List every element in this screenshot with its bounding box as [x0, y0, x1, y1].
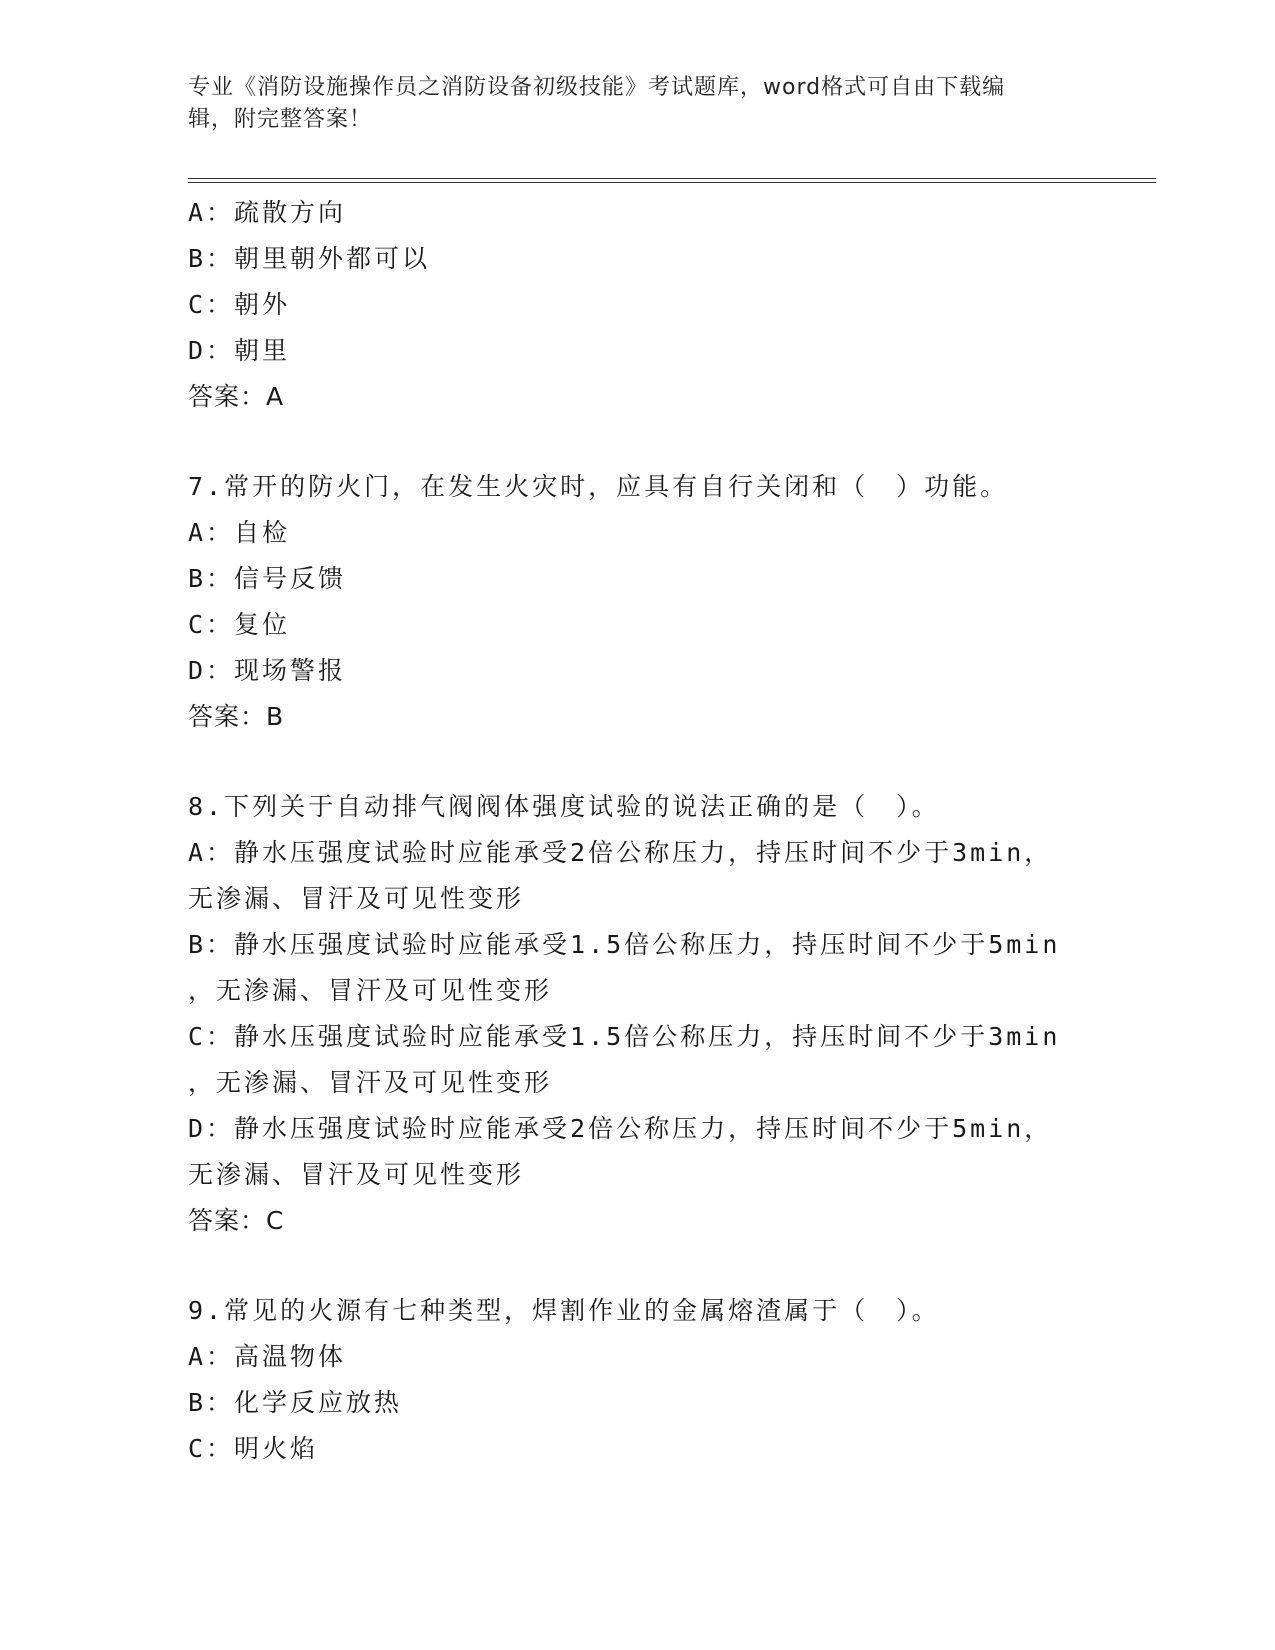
question-block-6: [188, 190, 1088, 420]
option-c-line-2: ，无渗漏、冒汗及可见性变形: [188, 1068, 553, 1097]
spacer: [188, 740, 1088, 784]
question-block-8: [188, 784, 1088, 1244]
header-line-1: 专业《消防设施操作员之消防设备初级技能》考试题库，word格式可自由下载编: [188, 75, 1006, 100]
option-a-line-2: 无渗漏、冒汗及可见性变形: [188, 884, 525, 913]
question-stem: 9.常见的火源有七种类型，焊割作业的金属熔渣属于（ ）。: [188, 1296, 940, 1325]
page-header: [188, 72, 1088, 136]
option-d-line-2: 无渗漏、冒汗及可见性变形: [188, 1160, 525, 1189]
option-b: B：化学反应放热: [188, 1388, 403, 1417]
option-d-line-1: D：静水压强度试验时应能承受2倍公称压力，持压时间不少于5min，: [188, 1114, 1053, 1143]
option-c: C：明火焰: [188, 1434, 319, 1463]
document-body: [188, 190, 1088, 1472]
option-c-line-1: C：静水压强度试验时应能承受1.5倍公称压力，持压时间不少于3min: [188, 1022, 1061, 1051]
question-stem: 8.下列关于自动排气阀阀体强度试验的说法正确的是（ ）。: [188, 792, 940, 821]
header-line-2: 辑，附完整答案！: [188, 107, 373, 132]
question-stem: 7.常开的防火门，在发生火灾时，应具有自行关闭和（ ）功能。: [188, 472, 1009, 501]
option-d: D：现场警报: [188, 656, 347, 685]
spacer: [188, 420, 1088, 464]
option-b: B：信号反馈: [188, 564, 347, 593]
option-c: C：复位: [188, 610, 291, 639]
option-b: B：朝里朝外都可以: [188, 244, 431, 273]
answer-label: 答案：C: [188, 1206, 285, 1235]
option-c: C：朝外: [188, 290, 291, 319]
option-b-line-2: ，无渗漏、冒汗及可见性变形: [188, 976, 553, 1005]
option-b-line-1: B：静水压强度试验时应能承受1.5倍公称压力，持压时间不少于5min: [188, 930, 1061, 959]
option-a: A：高温物体: [188, 1342, 347, 1371]
option-a: A：疏散方向: [188, 198, 347, 227]
answer-label: 答案：A: [188, 382, 285, 411]
option-a: A：自检: [188, 518, 291, 547]
spacer: [188, 1244, 1088, 1288]
option-d: D：朝里: [188, 336, 291, 365]
answer-label: 答案：B: [188, 702, 285, 731]
header-divider: [188, 178, 1156, 183]
option-a-line-1: A：静水压强度试验时应能承受2倍公称压力，持压时间不少于3min，: [188, 838, 1053, 867]
question-block-9: [188, 1288, 1088, 1472]
question-block-7: [188, 464, 1088, 740]
